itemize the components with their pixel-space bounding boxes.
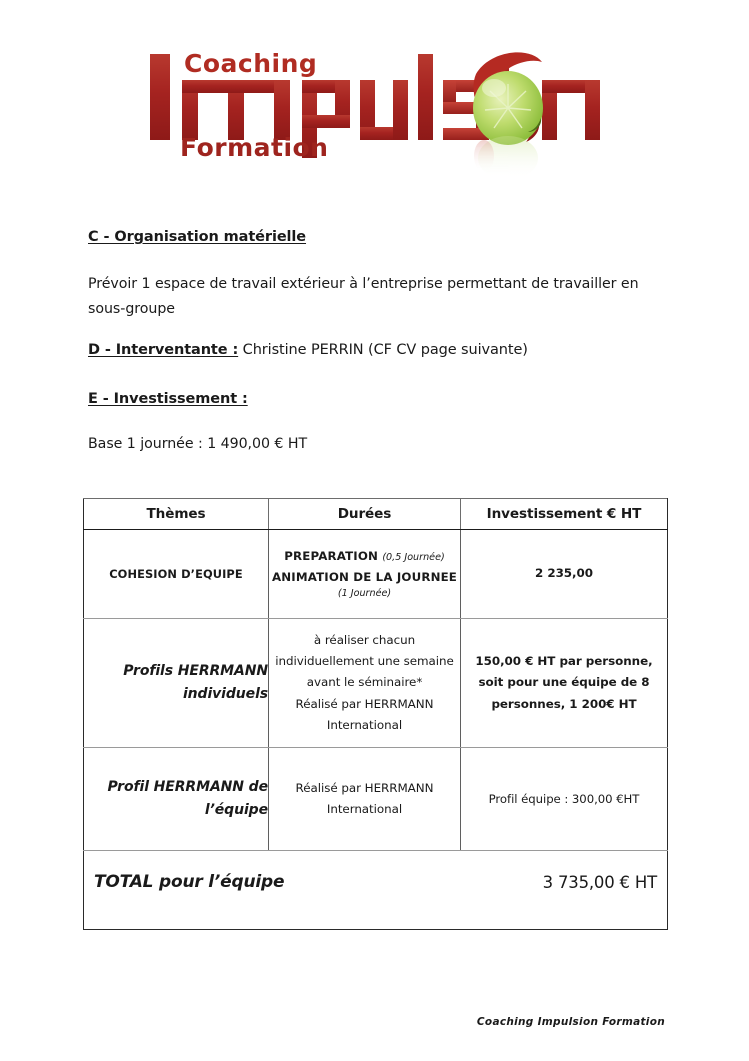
duree-line: Réalisé par HERRMANN bbox=[295, 780, 434, 795]
investment-table bbox=[83, 498, 668, 930]
total-amount: 3 735,00 € HT bbox=[542, 872, 657, 892]
section-c-heading: C - Organisation matérielle bbox=[88, 229, 307, 245]
page-footer: Coaching Impulsion Formation bbox=[476, 1016, 665, 1028]
invest-line: 150,00 € HT par personne, bbox=[475, 653, 653, 668]
table-row bbox=[84, 748, 668, 851]
header-investissement: Investissement € HT bbox=[461, 499, 668, 530]
cell-investissement bbox=[461, 748, 668, 851]
invest-line: personnes, 1 200€ HT bbox=[491, 696, 637, 711]
cell-investissement bbox=[461, 619, 668, 748]
invest-line: Profil équipe : 300,00 €HT bbox=[488, 791, 640, 806]
section-e-base-line: Base 1 journée : 1 490,00 € HT bbox=[88, 436, 308, 453]
cell-theme bbox=[84, 619, 269, 748]
duree-line: Réalisé par HERRMANN bbox=[295, 696, 434, 711]
theme-line-1: Profil HERRMANN de bbox=[107, 779, 268, 796]
duree-line: individuellement une semaine bbox=[275, 654, 454, 669]
cell-theme bbox=[84, 748, 269, 851]
invest-line: 2 235,00 bbox=[535, 566, 593, 581]
duree-line: avant le séminaire* bbox=[306, 675, 423, 690]
table-row bbox=[84, 530, 668, 619]
logo-impulsion-svg bbox=[138, 36, 616, 184]
total-inner bbox=[84, 872, 667, 908]
spacer bbox=[88, 359, 668, 390]
section-c-paragraph: Prévoir 1 espace de travail extérieur à l’entreprise permettant de travailler en sous-groupe bbox=[88, 276, 639, 317]
table-header-row bbox=[84, 499, 668, 530]
duree-line-1-note: (0,5 Journée) bbox=[382, 551, 445, 563]
theme-line-2: individuels bbox=[182, 686, 268, 702]
duree-line-1 bbox=[269, 546, 460, 567]
theme-line-2: l’équipe bbox=[204, 802, 268, 818]
investment-table-container bbox=[83, 498, 667, 930]
cell-duree bbox=[269, 530, 461, 619]
company-logo bbox=[138, 36, 616, 184]
header-themes: Thèmes bbox=[84, 499, 269, 530]
table-row bbox=[84, 619, 668, 748]
header-durees: Durées bbox=[269, 499, 461, 530]
logo-tagline-top: Coaching bbox=[184, 49, 318, 78]
table-total-row bbox=[84, 851, 668, 930]
duree-line: à réaliser chacun bbox=[313, 633, 416, 648]
cell-duree bbox=[269, 748, 461, 851]
cell-total bbox=[84, 851, 668, 930]
spacer bbox=[88, 408, 668, 432]
invest-line: soit pour une équipe de 8 bbox=[478, 675, 650, 690]
theme-text: COHESION D’EQUIPE bbox=[109, 567, 243, 581]
logo-tagline-bottom: Formation bbox=[180, 133, 329, 162]
cell-investissement bbox=[461, 530, 668, 619]
document-body bbox=[88, 228, 668, 457]
duree-line: International bbox=[326, 802, 403, 816]
total-label: TOTAL pour l’équipe bbox=[94, 872, 285, 892]
section-d-heading bbox=[88, 341, 668, 359]
duree-line-3: (1 Journée) bbox=[337, 588, 392, 600]
duree-line-1-strong: PREPARATION bbox=[284, 548, 379, 563]
section-d-value: Christine PERRIN (CF CV page suivante) bbox=[242, 341, 528, 358]
theme-line-1: Profils HERRMANN bbox=[123, 663, 268, 680]
cell-theme bbox=[84, 530, 269, 619]
cell-duree bbox=[269, 619, 461, 748]
duree-line-2: ANIMATION DE LA JOURNEE bbox=[271, 569, 458, 584]
duree-line: International bbox=[326, 717, 403, 732]
section-e-heading: E - Investissement : bbox=[88, 391, 248, 408]
spacer bbox=[88, 321, 668, 341]
section-d-label: D - Interventante : bbox=[88, 341, 239, 358]
spacer bbox=[88, 246, 668, 272]
